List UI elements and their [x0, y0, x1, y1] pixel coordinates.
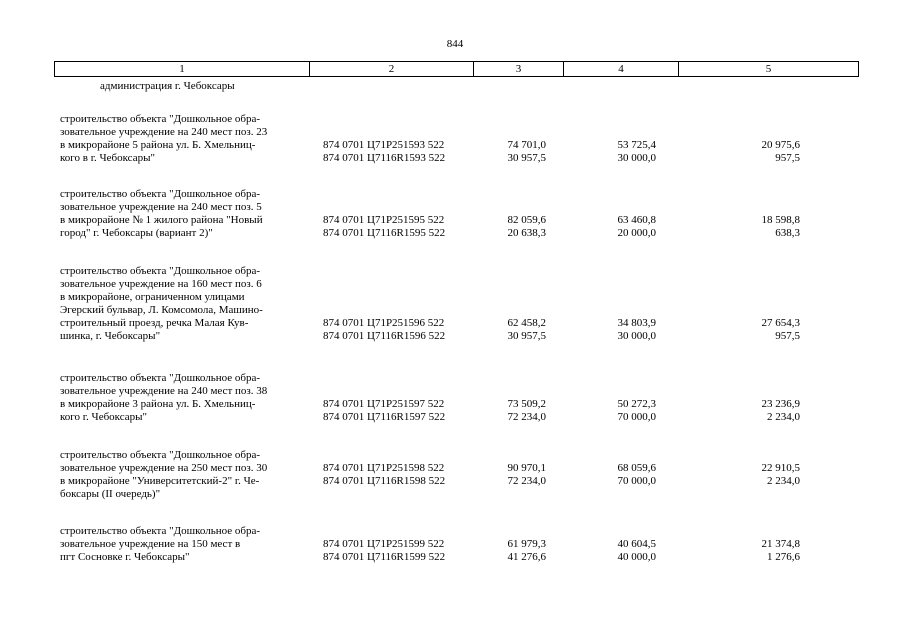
federal-value: 20 000,0: [617, 227, 656, 239]
federal-value: 30 000,0: [617, 330, 656, 342]
description-line: строительство объекта "Дошкольное обра-: [60, 372, 261, 384]
federal-value: 50 272,3: [617, 398, 656, 410]
description-line: строительство объекта "Дошкольное обра-: [60, 188, 261, 200]
description-line: строительство объекта "Дошкольное обра-: [60, 113, 261, 125]
description-line: строительство объекта "Дошкольное обра-: [60, 449, 261, 461]
description-line: кого г. Чебоксары": [60, 411, 148, 423]
description-line: в микрорайоне 3 района ул. Б. Хмельниц-: [60, 398, 256, 410]
total-value: 30 957,5: [507, 330, 546, 342]
entry-values: [0, 462, 905, 488]
federal-value: 40 604,5: [617, 538, 656, 550]
total-value: 41 276,6: [507, 551, 546, 563]
description-line: зовательное учреждение на 240 мест поз. 5: [60, 201, 262, 213]
entry-values: [0, 214, 905, 240]
total-value: 90 970,1: [507, 462, 546, 474]
local-value: 2 234,0: [767, 475, 800, 487]
table-row: [0, 317, 905, 330]
column-number-header: [54, 61, 859, 77]
header-col-2: 2: [310, 62, 474, 77]
budget-code: 874 0701 Ц71Р251595 522: [323, 214, 445, 226]
budget-code: 874 0701 Ц7116R1599 522: [323, 551, 446, 563]
table-row: [0, 214, 905, 227]
total-value: 30 957,5: [507, 152, 546, 164]
table-row: [0, 538, 905, 551]
federal-value: 34 803,9: [617, 317, 656, 329]
table-row: [0, 551, 905, 564]
table-row: [0, 411, 905, 424]
table-row: [0, 462, 905, 475]
table-row: [0, 227, 905, 240]
entry-values: [0, 139, 905, 165]
header-col-3: 3: [474, 62, 564, 77]
description-line: кого в г. Чебоксары": [60, 152, 155, 164]
local-value: 21 374,8: [761, 538, 800, 550]
budget-code: 874 0701 Ц7116R1597 522: [323, 411, 446, 423]
total-value: 82 059,6: [507, 214, 546, 226]
total-value: 61 979,3: [507, 538, 546, 550]
federal-value: 40 000,0: [617, 551, 656, 563]
description-line: в микрорайоне, ограниченном улицами: [60, 291, 245, 303]
total-value: 62 458,2: [507, 317, 546, 329]
header-col-4: 4: [564, 62, 679, 77]
budget-code: 874 0701 Ц71Р251593 522: [323, 139, 445, 151]
local-value: 638,3: [775, 227, 800, 239]
total-value: 72 234,0: [507, 475, 546, 487]
budget-code: 874 0701 Ц71Р251596 522: [323, 317, 445, 329]
description-line: зовательное учреждение на 250 мест поз. 30: [60, 462, 268, 474]
table-row: [0, 398, 905, 411]
federal-value: 68 059,6: [617, 462, 656, 474]
description-line: пгт Сосновке г. Чебоксары": [60, 551, 190, 563]
table-row: [0, 139, 905, 152]
table-row: [0, 152, 905, 165]
local-value: 957,5: [775, 152, 800, 164]
description-line: Эгерский бульвар, Л. Комсомола, Машино-: [60, 304, 263, 316]
description-line: в микрорайоне 5 района ул. Б. Хмельниц-: [60, 139, 256, 151]
entry-values: [0, 538, 905, 564]
header-col-5: 5: [679, 62, 859, 77]
continuation-heading: администрация г. Чебоксары: [100, 80, 235, 92]
budget-code: 874 0701 Ц71Р251598 522: [323, 462, 445, 474]
table-row: [0, 330, 905, 343]
local-value: 20 975,6: [761, 139, 800, 151]
header-row: [55, 62, 859, 77]
page-number: 844: [446, 38, 464, 50]
budget-code: 874 0701 Ц71Р251599 522: [323, 538, 445, 550]
table-row: [0, 475, 905, 488]
local-value: 957,5: [775, 330, 800, 342]
local-value: 1 276,6: [767, 551, 800, 563]
budget-code: 874 0701 Ц7116R1598 522: [323, 475, 446, 487]
total-value: 74 701,0: [507, 139, 546, 151]
federal-value: 70 000,0: [617, 475, 656, 487]
total-value: 72 234,0: [507, 411, 546, 423]
description-line: строительство объекта "Дошкольное обра-: [60, 265, 261, 277]
description-line: шинка, г. Чебоксары": [60, 330, 161, 342]
header-col-1: 1: [55, 62, 310, 77]
local-value: 27 654,3: [761, 317, 800, 329]
budget-code: 874 0701 Ц71Р251597 522: [323, 398, 445, 410]
description-line: в микрорайоне "Университетский-2" г. Че-: [60, 475, 260, 487]
description-line: зовательное учреждение на 240 мест поз. 38: [60, 385, 268, 397]
description-line: боксары (II очередь)": [60, 488, 161, 500]
federal-value: 30 000,0: [617, 152, 656, 164]
local-value: 23 236,9: [761, 398, 800, 410]
total-value: 73 509,2: [507, 398, 546, 410]
budget-code: 874 0701 Ц7116R1596 522: [323, 330, 446, 342]
description-line: город" г. Чебоксары (вариант 2)": [60, 227, 213, 239]
federal-value: 70 000,0: [617, 411, 656, 423]
total-value: 20 638,3: [507, 227, 546, 239]
budget-code: 874 0701 Ц7116R1595 522: [323, 227, 446, 239]
federal-value: 63 460,8: [617, 214, 656, 226]
local-value: 2 234,0: [767, 411, 800, 423]
description-line: в микрорайоне № 1 жилого района "Новый: [60, 214, 263, 226]
local-value: 22 910,5: [761, 462, 800, 474]
description-line: зовательное учреждение на 150 мест в: [60, 538, 241, 550]
entry-values: [0, 398, 905, 424]
description-line: строительный проезд, речка Малая Кув-: [60, 317, 249, 329]
entry-values: [0, 317, 905, 343]
budget-code: 874 0701 Ц7116R1593 522: [323, 152, 446, 164]
federal-value: 53 725,4: [617, 139, 656, 151]
description-line: строительство объекта "Дошкольное обра-: [60, 525, 261, 537]
local-value: 18 598,8: [761, 214, 800, 226]
description-line: зовательное учреждение на 160 мест поз. 6: [60, 278, 262, 290]
description-line: зовательное учреждение на 240 мест поз. 23: [60, 126, 268, 138]
